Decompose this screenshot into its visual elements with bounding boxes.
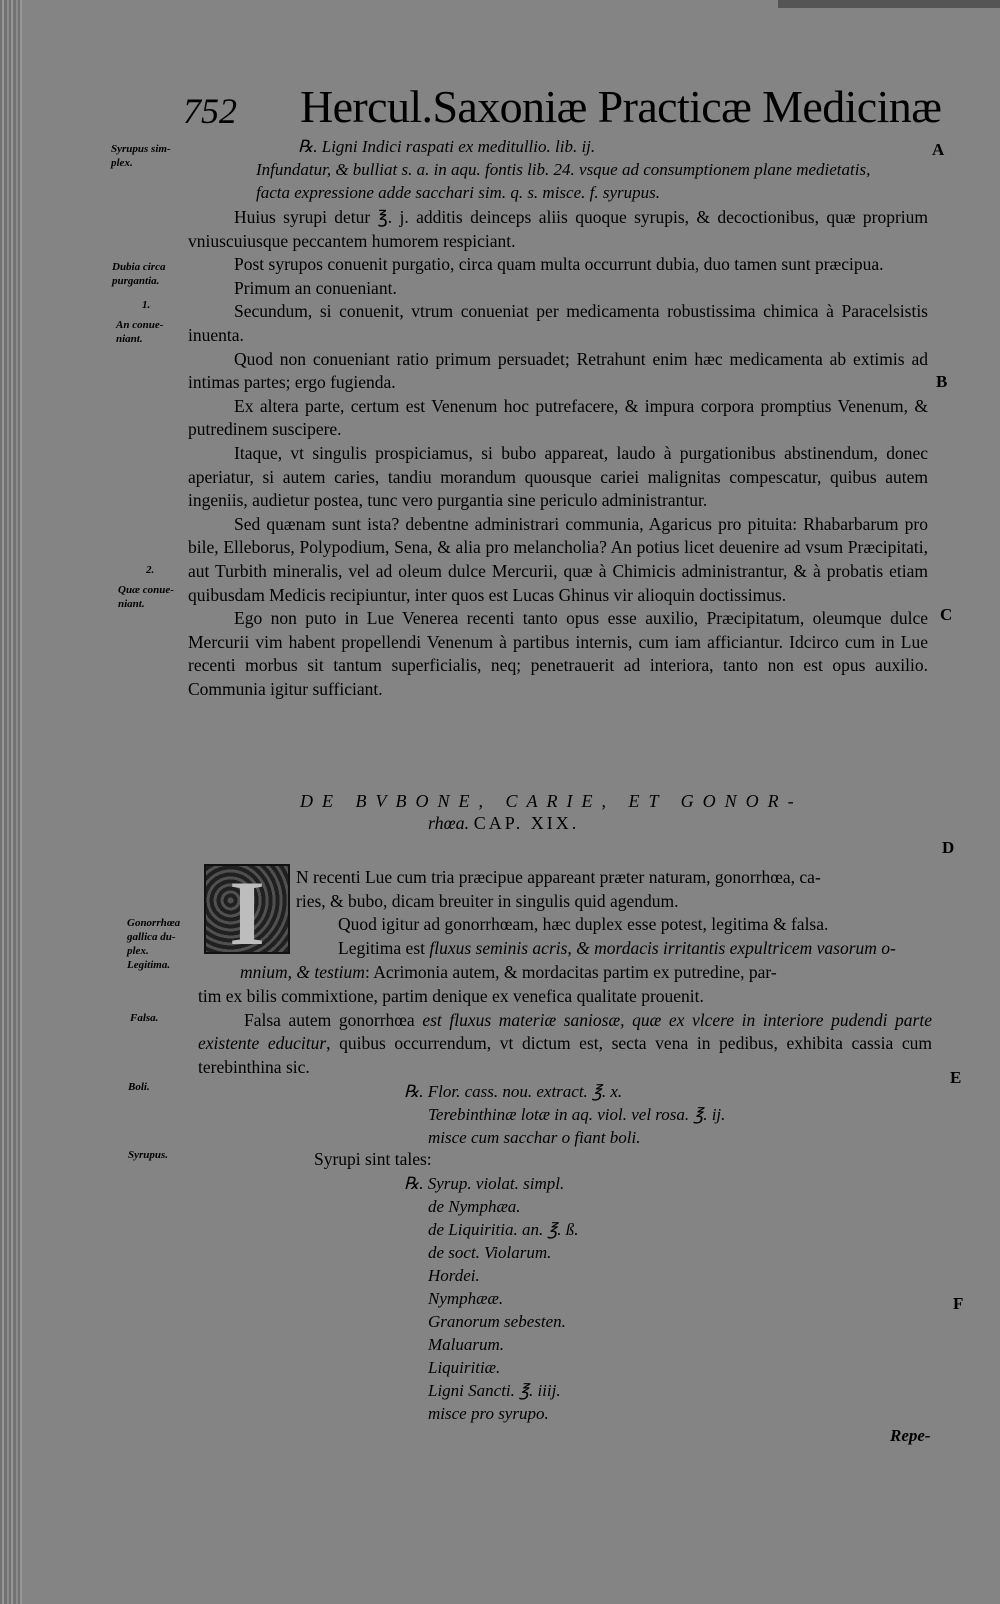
syrupi-line: Granorum sebesten. bbox=[428, 1312, 566, 1331]
main-text bbox=[188, 206, 928, 701]
margin-note-syrupus: Syrupus. bbox=[128, 1149, 169, 1161]
syrupi-line: Liquiritiæ. bbox=[428, 1358, 501, 1377]
page-number: 752 bbox=[183, 91, 237, 131]
legitima-lead: Legitima est bbox=[338, 938, 430, 958]
top-recipe-line: facta expressione adde sacchari sim. q. s. misce. f. syrupus. bbox=[256, 183, 661, 202]
syrupi-line: misce pro syrupo. bbox=[428, 1404, 549, 1423]
top-recipe bbox=[298, 135, 595, 158]
section-letter-b: B bbox=[936, 372, 948, 391]
margin-note-boli: Boli. bbox=[128, 1081, 150, 1093]
falsa-definition: est fluxus materiæ saniosæ, quæ ex vlcere in interiore pudendi parte existente educitur bbox=[198, 1009, 932, 1054]
chapter-line: ries, & bubo, dicam breuiter in singulis quid agendum. bbox=[296, 890, 679, 911]
syrupi-line: Maluarum. bbox=[428, 1335, 505, 1354]
legitima-definition: fluxus seminis acris, & mordacis irritantis expultricem vasorum o- bbox=[429, 938, 896, 958]
chapter-title-line-2 bbox=[300, 812, 860, 834]
boli-line: ℞. Flor. cass. nou. extract. ℥. x. bbox=[404, 1082, 623, 1101]
paragraph: Huius syrupi detur ℥. j. additis deinceps aliis quoque syrupis, & decoctionibus, quæ proprium vniuscuiusque peccantem humorem respiciant. bbox=[188, 207, 928, 251]
section-letter-f: F bbox=[953, 1294, 964, 1313]
legitima-definition-cont: mnium, & testium bbox=[240, 962, 365, 982]
chapter-heading bbox=[300, 790, 860, 834]
chapter-line: Quod igitur ad gonorrhœam, hæc duplex esse potest, legitima & falsa. bbox=[338, 914, 829, 935]
chapter-number: CAP. XIX. bbox=[473, 813, 580, 833]
paragraph: Ego non puto in Lue Venerea recenti tanto opus esse auxilio, Præcipitatum, oleumque dulce Mercurii vim habent propellendi Venenum à partibus internis, cum iam afficiantur. Idcirco cum in Lue recenti morbus sit tantum superficialis, neq; penetrauerit ad interiora, tanto non est opus auxilio. Communia igitur sufficiant. bbox=[188, 608, 928, 699]
chapter-title-rhoea: rhœa. bbox=[428, 813, 470, 833]
paragraph: Post syrupos conuenit purgatio, circa quam multa occurrunt dubia, duo tamen sunt præcipua. bbox=[234, 254, 884, 275]
running-title: Hercul.Saxoniæ Practicæ Medicinæ bbox=[300, 81, 942, 132]
paragraph: Itaque, vt singulis prospiciamus, si bubo appareat, laudo à purgationibus abstinendum, donec aperiatur, si autem caries, tandiu morandum quousque cariei malignitas compescatur, quibus autem ingeniis, audietur postea, tunc vero purgantia sine periculo administrantur. bbox=[188, 442, 928, 511]
paragraph: Sed quænam sunt ista? debentne administrari communia, Agaricus pro pituita: Rhabarbarum pro bile, Elleborus, Polypodium, Sena, & alia pro melancholia? An potius licet deuenire ad vsum Præcipitati, aut Turbith mineralis, vel ad oleum dulce Mercurii, quæ à Chimicis administrantur, & à probatis etiam quibusdam Medicis recipiuntur, inter quos est Lucas Ghinus vir alioquin doctissimus. bbox=[188, 513, 928, 605]
acrimonia-text: : Acrimonia autem, & mordacitas partim ex putredine, par- bbox=[364, 962, 777, 982]
section-letter-d: D bbox=[942, 838, 955, 857]
top-recipe-line: ℞. Ligni Indici raspati ex meditullio. lib. ij. bbox=[298, 137, 596, 156]
syrupi-line: Ligni Sancti. ℥. iiij. bbox=[428, 1381, 561, 1400]
boli-line: misce cum sacchar o fiant boli. bbox=[428, 1128, 641, 1147]
section-letter-a: A bbox=[932, 140, 945, 159]
falsa-paragraph bbox=[198, 1009, 932, 1080]
ornamental-initial bbox=[204, 864, 290, 954]
syrupi-intro bbox=[314, 1148, 714, 1172]
margin-note-number-1: 1. bbox=[142, 299, 151, 311]
catchword: Repe- bbox=[890, 1426, 931, 1445]
syrupi-line: ℞. Syrup. violat. simpl. bbox=[404, 1174, 565, 1193]
section-letter-e: E bbox=[950, 1068, 962, 1087]
initial-letter: I bbox=[229, 864, 265, 954]
page-left-edge-scan-artifact bbox=[0, 0, 22, 1604]
paragraph: Primum an conueniant. bbox=[234, 277, 397, 298]
paragraph: Quod non conueniant ratio primum persuadet; Retrahunt enim hæc medicamenta ab extimis ad intimas partes; ergo fugienda. bbox=[188, 348, 928, 393]
chapter-legitima-line-2 bbox=[240, 961, 932, 985]
chapter-line: tim ex bilis commixtione, partim denique ex venefica qualitate prouenit. bbox=[198, 986, 704, 1006]
falsa-treatment: , quibus occurrendum, vt dictum est, secta vena in pedibus, exhibita cassia cum terebinthina sic. bbox=[198, 1033, 932, 1077]
paragraph: Ex altera parte, certum est Venenum hoc putrefacere, & impura corpora promptius Venenum, & putredinem suscipere. bbox=[188, 395, 928, 440]
chapter-title-line-1: DE BVBONE, CARIE, ET GONOR- bbox=[300, 791, 803, 811]
margin-note-number-2: 2. bbox=[146, 564, 155, 576]
falsa-lead: Falsa autem gonorrhœa bbox=[244, 1009, 423, 1030]
chapter-line bbox=[240, 961, 932, 985]
syrupi-line: Nymphææ. bbox=[428, 1289, 504, 1308]
syrupi-line: de Nymphæa. bbox=[428, 1197, 521, 1216]
margin-note-falsa: Falsa. bbox=[130, 1012, 159, 1024]
chapter-opening-lines bbox=[296, 866, 922, 937]
top-recipe-line: Infundatur, & bulliat s. a. in aqu. fontis lib. 24. vsque ad consumptionem plane medietatis, bbox=[256, 160, 871, 179]
paragraph: Secundum, si conuenit, vtrum conueniat per medicamenta robustissima chimica à Paracelsistis inuenta. bbox=[188, 301, 928, 345]
boli-line: Terebinthinæ lotæ in aq. viol. vel rosa. ℥. ij. bbox=[428, 1105, 726, 1124]
section-letter-c: C bbox=[940, 605, 953, 624]
chapter-line bbox=[296, 937, 932, 961]
margin-note-an-conueniant: An conue- niant. bbox=[116, 319, 164, 345]
syrupi-line: de Liquiritia. an. ℥. ß. bbox=[428, 1220, 579, 1239]
margin-note-syrupus-simplex: Syrupus sim- plex. bbox=[111, 143, 171, 169]
syrupi-recipe bbox=[404, 1172, 579, 1425]
syrupi-intro-text: Syrupi sint tales: bbox=[314, 1149, 432, 1169]
boli-recipe bbox=[404, 1080, 725, 1149]
chapter-remaining bbox=[198, 985, 932, 1079]
scan-top-edge-artifact bbox=[778, 0, 1000, 8]
chapter-legitima-line bbox=[296, 937, 932, 961]
chapter-line: N recenti Lue cum tria præcipue appareant præter naturam, gonorrhœa, ca- bbox=[296, 867, 821, 887]
syrupi-line: Hordei. bbox=[428, 1266, 480, 1285]
top-recipe-continuation bbox=[256, 158, 870, 204]
margin-note-dubia: Dubia circa purgantia. bbox=[112, 261, 166, 287]
margin-note-quae-conueniant: Quæ conue- niant. bbox=[118, 584, 174, 610]
syrupi-line: de soct. Violarum. bbox=[428, 1243, 552, 1262]
margin-note-gonorrhoea: Gonorrhœa gallica du- plex. Legitima. bbox=[127, 917, 181, 971]
